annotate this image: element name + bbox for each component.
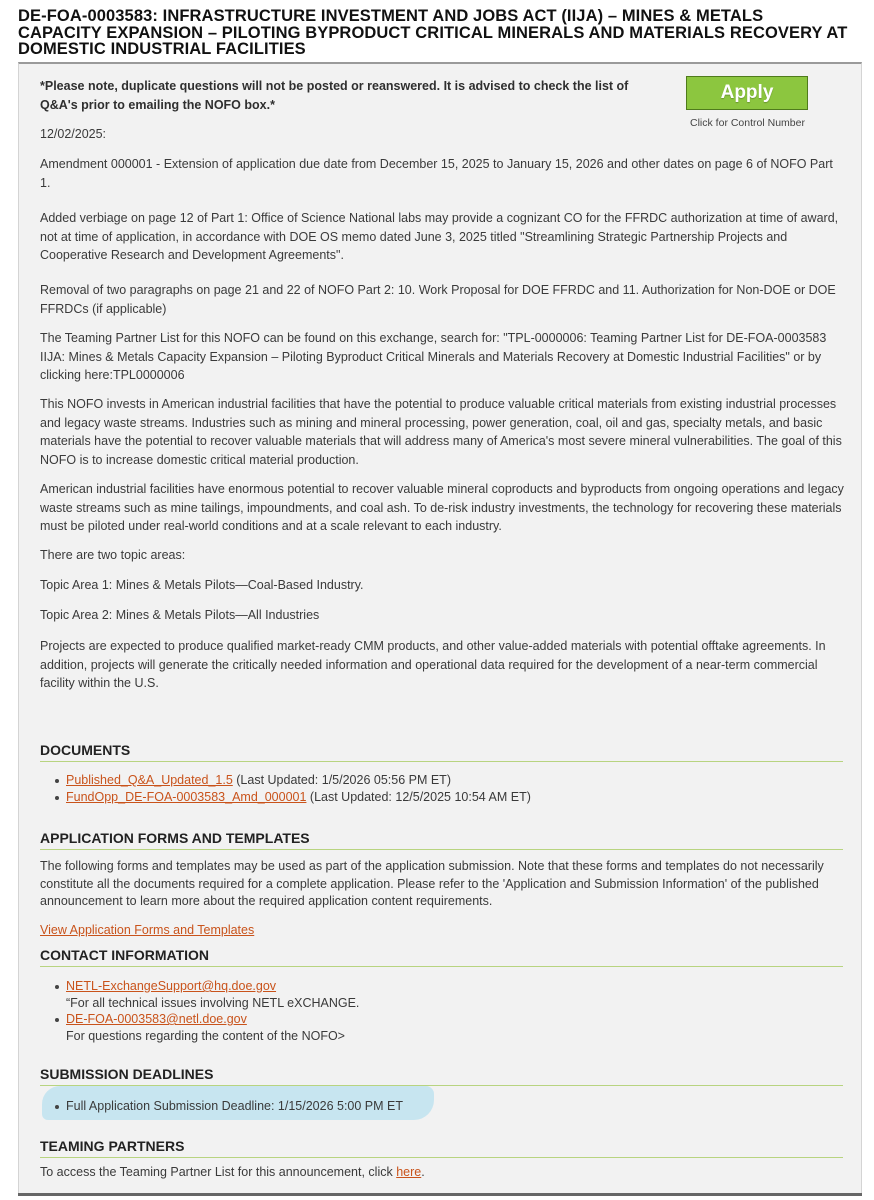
list-item [54,789,531,806]
list-item [54,1011,359,1044]
list-item [54,772,531,789]
apply-caption: Click for Control Number [690,117,805,129]
forms-heading: APPLICATION FORMS AND TEMPLATES [40,830,843,850]
documents-list [54,772,531,805]
document-updated: (Last Updated: 1/5/2026 05:56 PM ET) [232,773,451,787]
support-email-link[interactable]: NETL-ExchangeSupport@hq.doe.gov [66,979,277,993]
removal-paragraph: Removal of two paragraphs on page 21 and 22 of NOFO Part 2: 10. Work Proposal for DOE FFRDC and 11. Authorization for Non-DOE or DOE FFRDCs (if applicable) [40,283,836,316]
nofo-email-desc: For questions regarding the content of the NOFO> [66,1028,345,1043]
contact-heading: CONTACT INFORMATION [40,947,843,967]
documents-heading: DOCUMENTS [40,742,843,762]
support-email-desc: “For all technical issues involving NETL eXCHANGE. [66,995,360,1010]
projects-paragraph: Projects are expected to produce qualified market-ready CMM products, and other value-added materials with potential offtake agreements. In addition, projects will generate the critically needed information and operational data required for the development of a near-term commercial facility within the U.S. [40,639,826,690]
teaming-heading: TEAMING PARTNERS [40,1138,843,1158]
amendment-paragraph: Amendment 000001 - Extension of application due date from December 15, 2025 to January 15, 2026 and other dates on page 6 of NOFO Part 1. [40,157,833,190]
page-title: DE-FOA-0003583: INFRASTRUCTURE INVESTMENT AND JOBS ACT (IIJA) – MINES & METALS CAPACITY EXPANSION – PILOTING BYPRODUCT CRITICAL MINERALS AND MATERIALS RECOVERY AT DOMESTIC INDUSTRIAL FACILITIES [18,7,848,58]
teaming-here-link[interactable]: here [396,1165,422,1179]
teaming-list-paragraph: The Teaming Partner List for this NOFO can be found on this exchange, search for: "TPL-0000006: Teaming Partner List for DE-FOA-0003583 IIJA: Mines & Metals Capacity Expansion – Piloting Byproduct Critical Minerals and Materials Recovery at Domestic Industrial Facilities" or by clicking here:TPL0000006 [40,331,827,382]
contact-list [54,978,359,1044]
deadline-text: Full Application Submission Deadline: 1/15/2026 5:00 PM ET [66,1099,403,1113]
forms-link-row [40,921,845,940]
added-verbiage-paragraph: Added verbiage on page 12 of Part 1: Office of Science National labs may provide a cognizant CO for the FFRDC authorization at time of award, not at time of application, in accordance with DOE OS memo dated June 3, 2025 titled "Streamlining Strategic Partnership Projects and Cooperative Research and Development Agreements". [40,211,839,262]
topic-area-1: Topic Area 1: Mines & Metals Pilots—Coal-Based Industry. [40,578,364,592]
document-updated: (Last Updated: 12/5/2025 10:54 AM ET) [306,789,531,804]
list-item [54,1098,403,1115]
teaming-text-row [40,1163,845,1182]
teaming-text: To access the Teaming Partner List for this announcement, click [40,1165,397,1179]
panel-bottom-border [18,1193,862,1196]
topic-area-2: Topic Area 2: Mines & Metals Pilots—All Industries [40,608,320,622]
posting-date: 12/02/2025: [40,127,107,141]
deadlines-list [54,1098,403,1115]
document-link[interactable]: Published_Q&A_Updated_1.5 [66,773,233,787]
nofo-email-link[interactable]: DE-FOA-0003583@netl.doe.gov [66,1012,247,1026]
invests-paragraph: This NOFO invests in American industrial facilities that have the potential to produce valuable critical materials from existing industrial processes and legacy waste streams. Industries such as mining and mineral processing, power generation, coal, oil and gas, specialty metals, and basic materials have the potential to recover valuable materials that will address many of America's most severe mineral vulnerabilities. The goal of this NOFO is to increase domestic critical material production. [40,397,842,467]
forms-description: The following forms and templates may be used as part of the application submission. Note that these forms and templates do not necessarily constitute all the documents required for a complete application. Please refer to the 'Application and Submission Information' of the published announcement to learn more about the required application content requirements. [40,859,824,908]
teaming-end: . [421,1165,425,1179]
deadlines-heading: SUBMISSION DEADLINES [40,1066,843,1086]
view-forms-link[interactable]: View Application Forms and Templates [40,923,255,937]
topic-areas-intro: There are two topic areas: [40,548,186,562]
document-link[interactable]: FundOpp_DE-FOA-0003583_Amd_000001 [66,789,307,804]
apply-button[interactable]: Apply [686,76,808,110]
duplicate-questions-note: *Please note, duplicate questions will not be posted or reanswered. It is advised to check the list of Q&A's prior to emailing the NOFO box.* [40,79,629,112]
list-item [54,978,359,1011]
american-facilities-paragraph: American industrial facilities have enormous potential to recover valuable mineral coproducts and byproducts from ongoing operations and legacy waste streams such as mine tailings, impoundments, and coal ash. To de-risk industry investments, the technology for recovering these materials must be piloted under real-world conditions and at a scale relevant to each industry. [40,482,844,533]
